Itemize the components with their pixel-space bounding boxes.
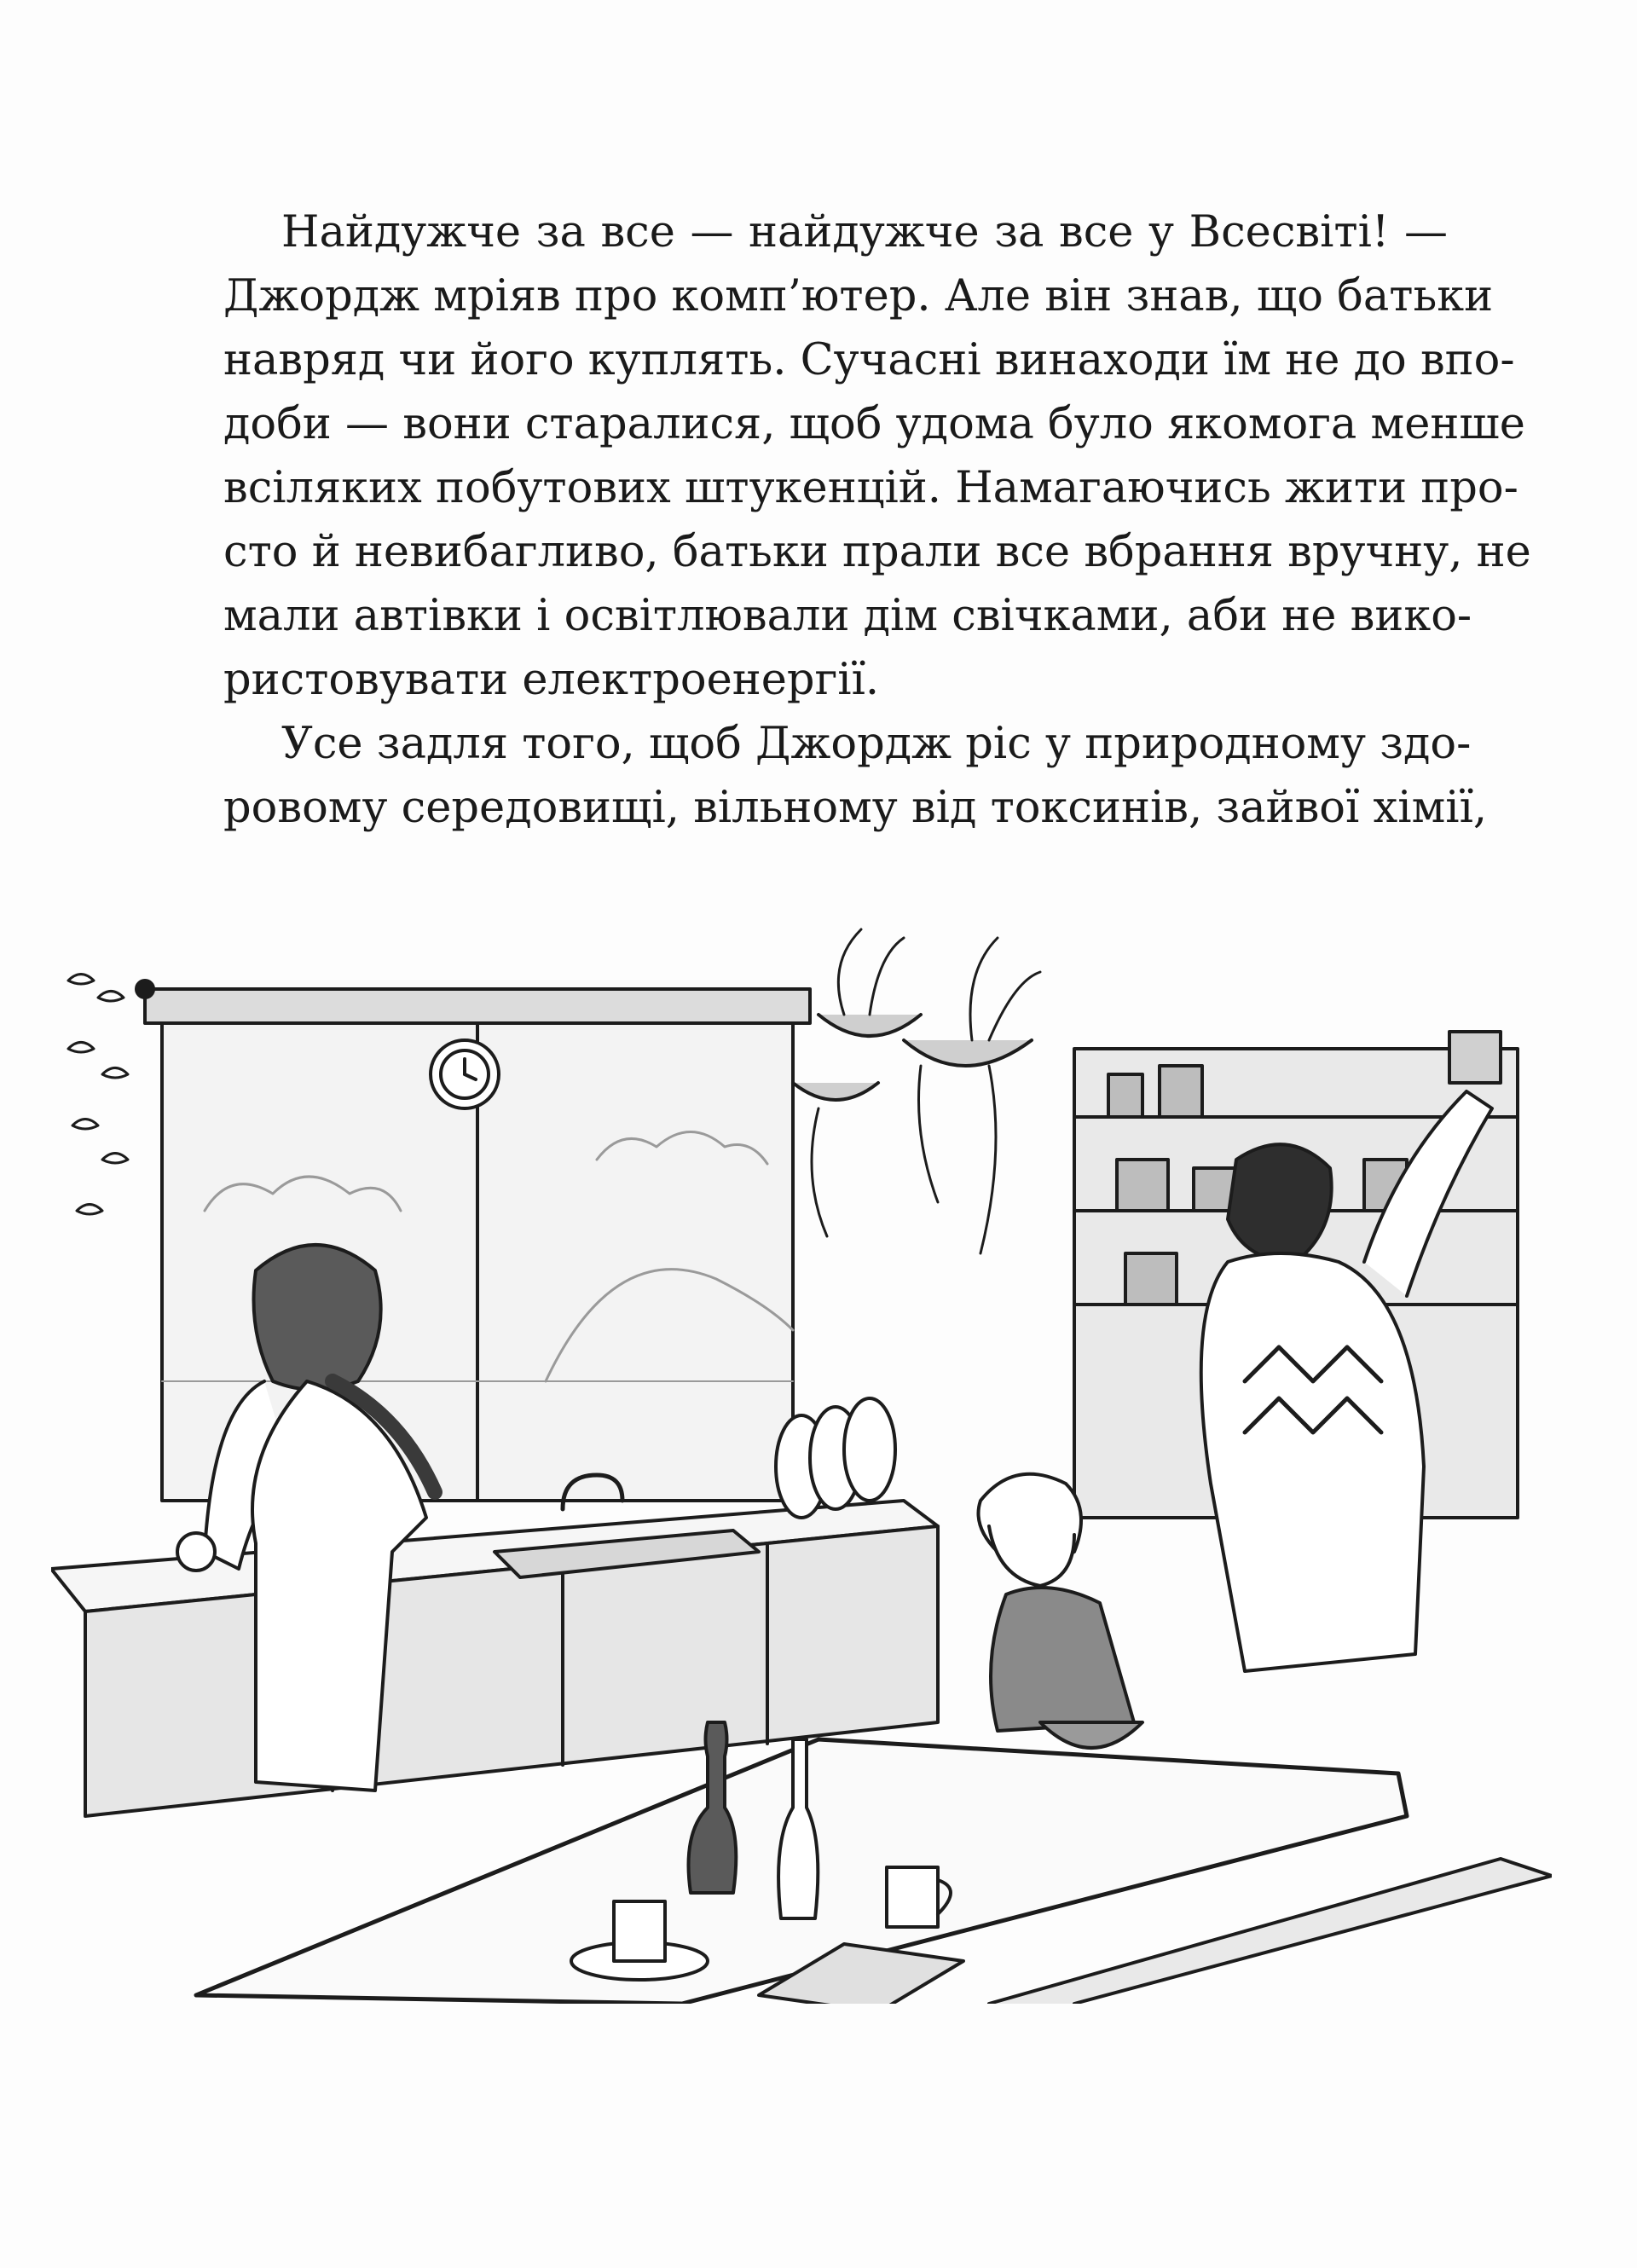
- hanging-plants: [793, 929, 1040, 1253]
- text-line: Усе задля того, щоб Джордж ріс у природному здо-: [281, 719, 1472, 769]
- paragraph-1: [223, 200, 1531, 712]
- text-line: навряд чи його куплять. Сучасні винаходи їм не до впо-: [223, 335, 1515, 385]
- text-line: ровому середовищі, вільному від токсинів, зайвої хімії,: [223, 783, 1488, 833]
- text-line: Найдужче за все — найдужче за все у Всесвіті! —: [281, 207, 1448, 257]
- text-line: мали автівки і освітлювали дім свічками, аби не вико-: [223, 591, 1472, 641]
- body-text: [223, 200, 1531, 840]
- bird-decorations: [68, 975, 128, 1215]
- text-line: Джордж мріяв про комп’ютер. Але він знав, що батьки: [223, 271, 1494, 321]
- kitchen-illustration: [51, 904, 1552, 2004]
- text-line: сто й невибагливо, батьки прали все вбрання вручну, не: [223, 527, 1531, 577]
- text-line: ристовувати електроенергії.: [223, 655, 880, 705]
- text-line: доби — вони старалися, щоб удома було якомога менше: [223, 399, 1525, 449]
- paragraph-2: [223, 712, 1488, 840]
- text-line: всіляких побутових штукенцій. Намагаючись жити про-: [223, 463, 1518, 513]
